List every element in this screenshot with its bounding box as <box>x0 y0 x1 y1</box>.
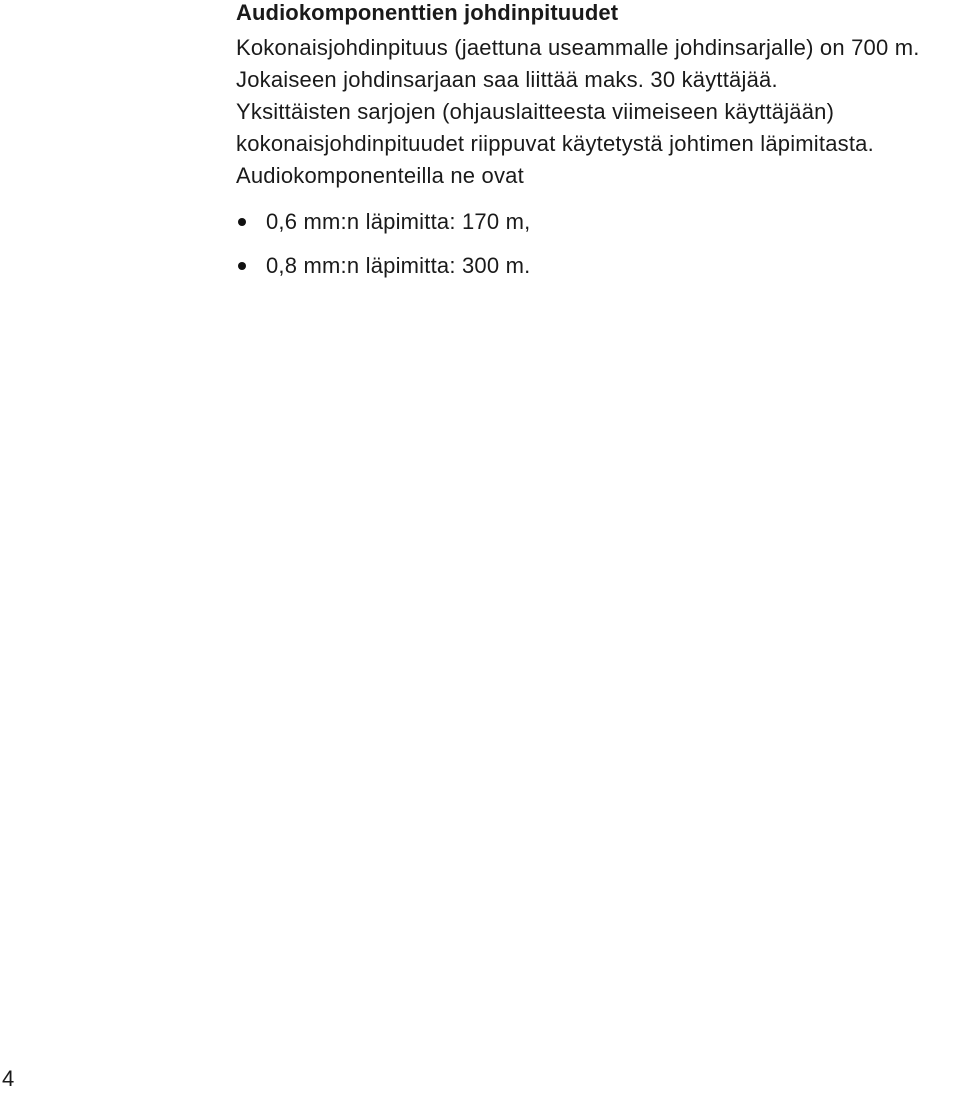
section-heading: Audiokomponenttien johdinpituudet <box>236 0 619 25</box>
bullet-icon <box>238 262 246 270</box>
paragraph-max-users: Jokaiseen johdinsarjaan saa liittää maks. 30 käyttäjää. <box>236 67 778 92</box>
paragraph-cable-lengths: Yksittäisten sarjojen (ohjauslaitteesta viimeiseen käyttäjään) kokonaisjohdinpituudet riippuvat käytetystä johtimen läpimitasta. Audiokomponenteilla ne ovat <box>236 99 874 188</box>
page-number: 4 <box>2 1066 15 1091</box>
diameter-list <box>236 200 951 288</box>
bullet-icon <box>238 218 246 226</box>
list-item <box>236 200 951 244</box>
paragraph-total-length: Kokonaisjohdinpituus (jaettuna useammalle johdinsarjalle) on 700 m. <box>236 35 920 60</box>
list-item <box>236 244 951 288</box>
document-body <box>236 0 951 288</box>
list-item-text: 0,8 mm:n läpimitta: 300 m. <box>266 253 531 278</box>
list-item-text: 0,6 mm:n läpimitta: 170 m, <box>266 209 531 234</box>
